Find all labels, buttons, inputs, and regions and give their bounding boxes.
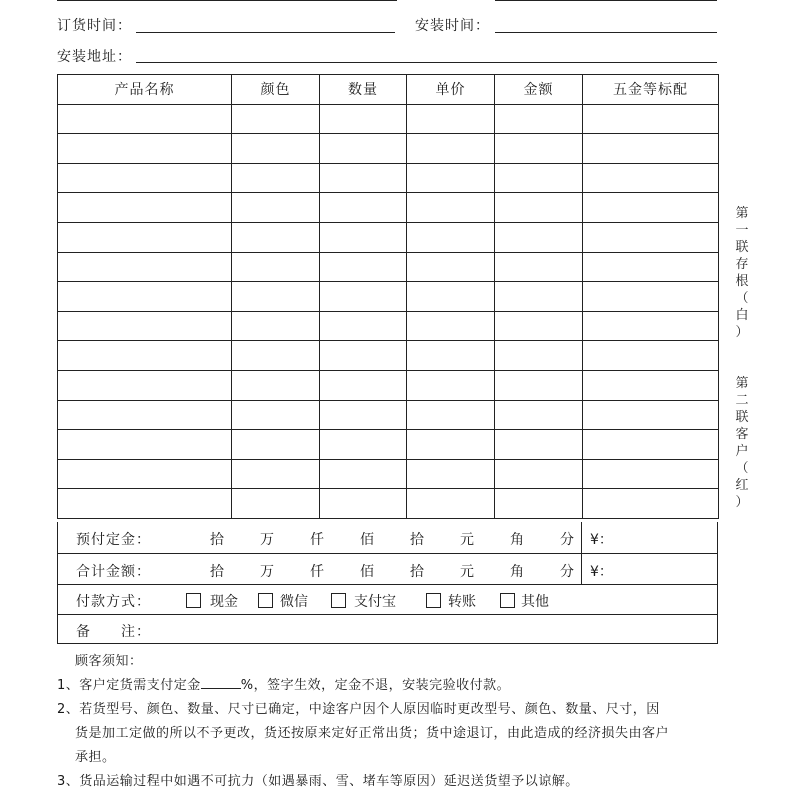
notes-title: 顾客须知： bbox=[75, 654, 143, 669]
deposit-row bbox=[58, 522, 717, 554]
copy-one-char: 第 bbox=[735, 206, 749, 221]
table-cell[interactable] bbox=[232, 459, 320, 489]
table-cell[interactable] bbox=[583, 163, 719, 193]
total-unit: 拾 bbox=[410, 564, 424, 580]
table-cell[interactable] bbox=[320, 370, 407, 400]
table-cell[interactable] bbox=[407, 252, 495, 282]
payment-transfer-checkbox[interactable] bbox=[426, 593, 441, 608]
payment-transfer-label: 转账 bbox=[448, 594, 476, 610]
table-cell[interactable] bbox=[320, 489, 407, 519]
table-row bbox=[58, 222, 719, 252]
table-cell[interactable] bbox=[495, 163, 583, 193]
table-cell[interactable] bbox=[58, 430, 232, 460]
table-row bbox=[58, 311, 719, 341]
deposit-unit: 拾 bbox=[410, 532, 424, 548]
install-time-label: 安装时间： bbox=[415, 18, 490, 34]
table-cell[interactable] bbox=[232, 282, 320, 312]
table-cell[interactable] bbox=[58, 341, 232, 371]
deposit-unit: 分 bbox=[560, 532, 574, 548]
table-cell[interactable] bbox=[58, 104, 232, 134]
table-cell[interactable] bbox=[407, 430, 495, 460]
table-cell[interactable] bbox=[495, 193, 583, 223]
table-cell[interactable] bbox=[495, 341, 583, 371]
remarks-row bbox=[58, 615, 717, 644]
table-cell[interactable] bbox=[407, 222, 495, 252]
column-header-color: 颜色 bbox=[232, 75, 320, 105]
table-cell[interactable] bbox=[583, 311, 719, 341]
copy-two-char: 户 bbox=[735, 444, 749, 459]
column-header-unit-price: 单价 bbox=[407, 75, 495, 105]
total-unit: 佰 bbox=[360, 564, 374, 580]
order-time-field[interactable] bbox=[136, 32, 395, 33]
table-cell[interactable] bbox=[320, 193, 407, 223]
table-cell[interactable] bbox=[320, 311, 407, 341]
total-unit: 仟 bbox=[310, 564, 324, 580]
table-row bbox=[58, 163, 719, 193]
deposit-label: 预付定金： bbox=[76, 532, 151, 548]
table-cell[interactable] bbox=[407, 282, 495, 312]
copy-two-char: 第 bbox=[735, 376, 749, 391]
table-cell[interactable] bbox=[495, 311, 583, 341]
total-currency-label: ¥： bbox=[590, 564, 613, 580]
table-cell[interactable] bbox=[320, 430, 407, 460]
table-cell[interactable] bbox=[583, 222, 719, 252]
table-row bbox=[58, 104, 719, 134]
deposit-unit: 仟 bbox=[310, 532, 324, 548]
payment-alipay-checkbox[interactable] bbox=[331, 593, 346, 608]
copy-one-char: （ bbox=[735, 291, 749, 306]
payment-row bbox=[58, 585, 717, 615]
table-row bbox=[58, 459, 719, 489]
table-cell[interactable] bbox=[407, 193, 495, 223]
payment-wechat-label: 微信 bbox=[280, 594, 308, 610]
deposit-unit: 佰 bbox=[360, 532, 374, 548]
notes-item-2-line-1: 2、若货型号、颜色、数量、尺寸已确定，中途客户因个人原因临时更改型号、颜色、数量、尺寸，因 bbox=[57, 702, 660, 717]
table-row bbox=[58, 341, 719, 371]
copy-one-char: 一 bbox=[735, 223, 749, 238]
table-cell[interactable] bbox=[583, 104, 719, 134]
table-cell[interactable] bbox=[407, 104, 495, 134]
install-address-field[interactable] bbox=[136, 62, 717, 63]
payment-alipay-label: 支付宝 bbox=[354, 594, 396, 610]
order-table-body bbox=[58, 104, 719, 518]
table-cell[interactable] bbox=[495, 400, 583, 430]
table-cell[interactable] bbox=[583, 489, 719, 519]
table-cell[interactable] bbox=[583, 370, 719, 400]
deposit-unit: 元 bbox=[460, 532, 474, 548]
top-cutoff-line-right bbox=[495, 0, 717, 1]
install-address-label: 安装地址： bbox=[57, 49, 132, 65]
copy-one-char: 白 bbox=[735, 308, 749, 323]
table-cell[interactable] bbox=[58, 400, 232, 430]
copy-one-char: 联 bbox=[735, 240, 749, 255]
install-time-field[interactable] bbox=[495, 32, 717, 33]
table-cell[interactable] bbox=[232, 489, 320, 519]
table-cell[interactable] bbox=[58, 311, 232, 341]
table-row bbox=[58, 400, 719, 430]
top-cutoff-line-left bbox=[57, 0, 397, 1]
copy-two-char: ） bbox=[735, 495, 749, 510]
copy-two-char: 红 bbox=[735, 478, 749, 493]
table-cell[interactable] bbox=[583, 282, 719, 312]
payment-cash-label: 现金 bbox=[210, 594, 238, 610]
table-cell[interactable] bbox=[320, 282, 407, 312]
summary-section bbox=[57, 522, 718, 644]
table-cell[interactable] bbox=[495, 104, 583, 134]
copy-two-customer-label bbox=[734, 375, 750, 511]
table-cell[interactable] bbox=[495, 134, 583, 164]
order-table bbox=[57, 74, 719, 519]
customer-notes bbox=[57, 650, 747, 794]
notes-item-1-before: 1、客户定货需支付定金 bbox=[57, 678, 201, 693]
copy-two-char: 客 bbox=[735, 427, 749, 442]
copy-two-char: （ bbox=[735, 461, 749, 476]
table-cell[interactable] bbox=[320, 252, 407, 282]
table-cell[interactable] bbox=[495, 459, 583, 489]
table-cell[interactable] bbox=[58, 489, 232, 519]
table-cell[interactable] bbox=[583, 459, 719, 489]
total-unit: 元 bbox=[460, 564, 474, 580]
table-row bbox=[58, 193, 719, 223]
notes-item-1-after: %，签字生效，定金不退，安装完验收付款。 bbox=[240, 678, 511, 693]
table-cell[interactable] bbox=[495, 252, 583, 282]
table-cell[interactable] bbox=[58, 134, 232, 164]
table-row bbox=[58, 489, 719, 519]
table-cell[interactable] bbox=[407, 163, 495, 193]
column-header-hardware: 五金等标配 bbox=[583, 75, 719, 105]
table-cell[interactable] bbox=[232, 370, 320, 400]
table-row bbox=[58, 282, 719, 312]
remarks-label: 备 注： bbox=[76, 624, 151, 640]
copy-one-char: 存 bbox=[735, 257, 749, 272]
table-cell[interactable] bbox=[232, 134, 320, 164]
column-header-amount: 金额 bbox=[495, 75, 583, 105]
table-row bbox=[58, 134, 719, 164]
payment-wechat-checkbox[interactable] bbox=[258, 593, 273, 608]
table-cell[interactable] bbox=[407, 370, 495, 400]
table-row bbox=[58, 252, 719, 282]
table-cell[interactable] bbox=[495, 222, 583, 252]
table-cell[interactable] bbox=[320, 222, 407, 252]
table-cell[interactable] bbox=[58, 193, 232, 223]
table-cell[interactable] bbox=[58, 370, 232, 400]
total-divider bbox=[581, 554, 582, 585]
table-cell[interactable] bbox=[495, 370, 583, 400]
table-cell[interactable] bbox=[232, 341, 320, 371]
table-cell[interactable] bbox=[583, 134, 719, 164]
table-cell[interactable] bbox=[495, 430, 583, 460]
table-cell[interactable] bbox=[320, 341, 407, 371]
payment-cash-checkbox[interactable] bbox=[186, 593, 201, 608]
payment-other-checkbox[interactable] bbox=[500, 593, 515, 608]
table-cell[interactable] bbox=[407, 341, 495, 371]
table-cell[interactable] bbox=[495, 282, 583, 312]
table-cell[interactable] bbox=[232, 400, 320, 430]
table-cell[interactable] bbox=[583, 252, 719, 282]
copy-one-stub-label bbox=[734, 205, 750, 341]
table-cell[interactable] bbox=[583, 341, 719, 371]
table-cell[interactable] bbox=[232, 163, 320, 193]
total-row bbox=[58, 554, 717, 585]
table-cell[interactable] bbox=[58, 252, 232, 282]
notes-item-2-line-3: 承担。 bbox=[75, 750, 116, 765]
notes-item-3: 3、货品运输过程中如遇不可抗力（如遇暴雨、雪、堵车等原因）延迟送货望予以谅解。 bbox=[57, 774, 579, 789]
table-row bbox=[58, 370, 719, 400]
copy-one-char: 根 bbox=[735, 274, 749, 289]
table-cell[interactable] bbox=[320, 400, 407, 430]
table-cell[interactable] bbox=[58, 163, 232, 193]
table-row bbox=[58, 430, 719, 460]
table-header-row bbox=[58, 75, 719, 105]
column-header-product-name: 产品名称 bbox=[58, 75, 232, 105]
notes-item-1 bbox=[57, 674, 747, 698]
payment-other-label: 其他 bbox=[521, 594, 549, 610]
table-cell[interactable] bbox=[58, 222, 232, 252]
table-cell[interactable] bbox=[320, 459, 407, 489]
deposit-percent-blank[interactable] bbox=[201, 676, 241, 689]
table-cell[interactable] bbox=[320, 134, 407, 164]
table-cell[interactable] bbox=[58, 459, 232, 489]
deposit-currency-label: ¥： bbox=[590, 532, 613, 548]
order-time-label: 订货时间： bbox=[57, 18, 132, 34]
total-unit: 分 bbox=[560, 564, 574, 580]
table-cell[interactable] bbox=[407, 311, 495, 341]
table-cell[interactable] bbox=[407, 489, 495, 519]
table-cell[interactable] bbox=[232, 252, 320, 282]
table-cell[interactable] bbox=[583, 400, 719, 430]
table-cell[interactable] bbox=[320, 163, 407, 193]
table-cell[interactable] bbox=[232, 222, 320, 252]
deposit-unit: 万 bbox=[260, 532, 274, 548]
total-unit: 拾 bbox=[210, 564, 224, 580]
table-cell[interactable] bbox=[583, 430, 719, 460]
deposit-unit: 角 bbox=[510, 532, 524, 548]
table-cell[interactable] bbox=[232, 430, 320, 460]
table-cell[interactable] bbox=[232, 311, 320, 341]
total-unit: 万 bbox=[260, 564, 274, 580]
table-cell[interactable] bbox=[407, 134, 495, 164]
notes-item-2-line-2: 货是加工定做的所以不予更改，货还按原来定好正常出货；货中途退订，由此造成的经济损失由客户 bbox=[75, 726, 670, 741]
column-header-quantity: 数量 bbox=[320, 75, 407, 105]
deposit-unit: 拾 bbox=[210, 532, 224, 548]
total-label: 合计金额： bbox=[76, 564, 151, 580]
copy-two-char: 联 bbox=[735, 410, 749, 425]
table-cell[interactable] bbox=[407, 459, 495, 489]
table-cell[interactable] bbox=[407, 400, 495, 430]
deposit-divider bbox=[581, 522, 582, 554]
table-cell[interactable] bbox=[320, 104, 407, 134]
total-unit: 角 bbox=[510, 564, 524, 580]
copy-two-char: 二 bbox=[735, 393, 749, 408]
table-cell[interactable] bbox=[232, 193, 320, 223]
payment-method-label: 付款方式： bbox=[76, 594, 151, 610]
table-cell[interactable] bbox=[583, 193, 719, 223]
table-cell[interactable] bbox=[232, 104, 320, 134]
copy-one-char: ） bbox=[735, 325, 749, 340]
table-cell[interactable] bbox=[58, 282, 232, 312]
table-cell[interactable] bbox=[495, 489, 583, 519]
